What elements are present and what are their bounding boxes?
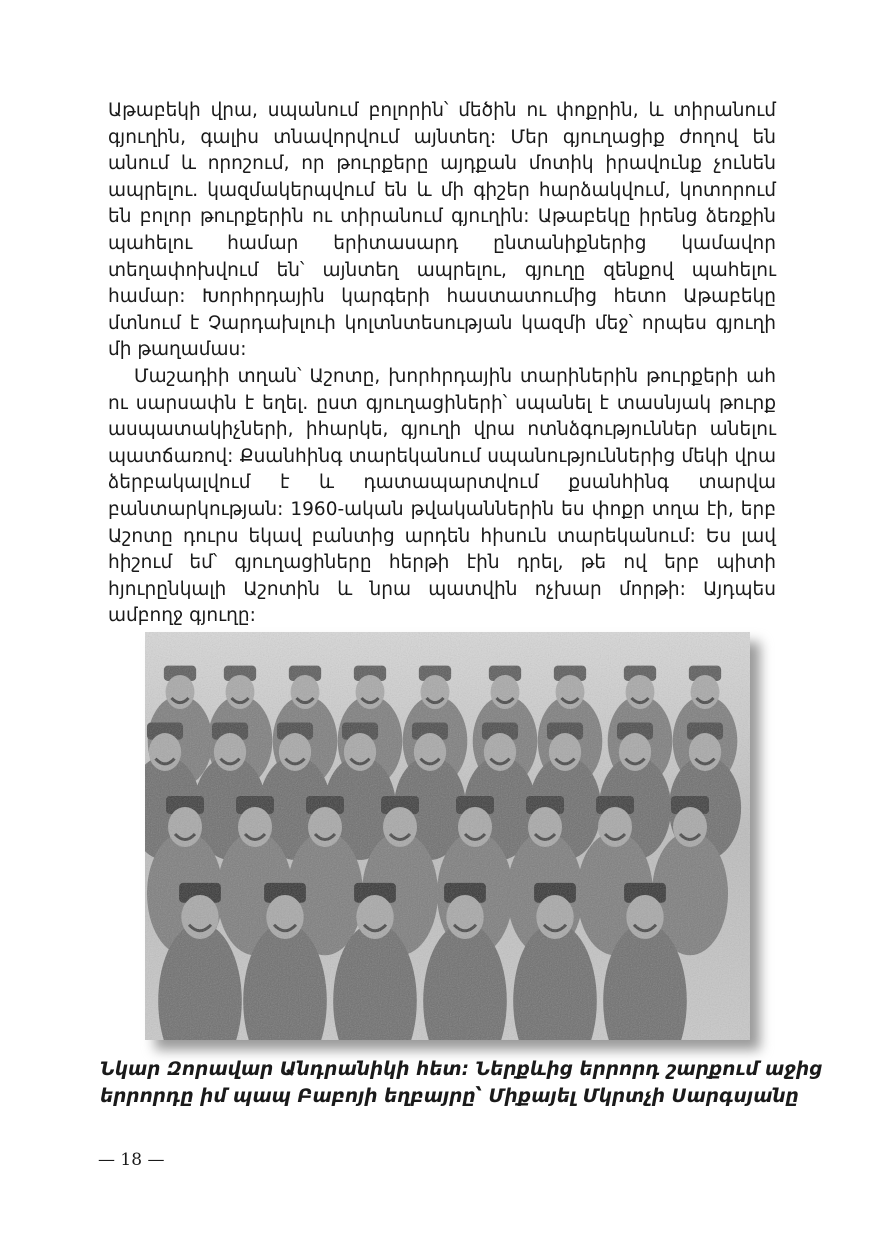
caption-line-1: Նկար Զորավար Անդրանիկի հետ: Ներքևից երրորդ շարքում աջից bbox=[100, 1059, 823, 1080]
caption-line-2: երրորդը իմ պապ Բաբոյի եղբայրը՝ Միքայել Մկրտչի Սարգսյանը bbox=[100, 1086, 799, 1107]
body-text bbox=[108, 98, 776, 630]
paragraph-2: Մաշադիի տղան՝ Աշոտը, խորհրդային տարիներին թուրքերի ահ ու սարսափն է եղել. ըստ գյուղացիների՝ սպանել է տասնյակ թուրք ասպատակիչների, իհարկե, գյուղի վրա ոտնձգություններ անելու պատճառով: Քսանհինգ տարեկանում սպանություններից մեկի վրա ձերբակալվում է և դատապարտվում քսանհինգ տարվա բանտարկության: 1960-ական թվականներին ես փոքր տղա էի, երբ Աշոտը դուրս եկավ բանտից արդեն հիսուն տարեկանում: Ես լավ հիշում եմ՝ գյուղացիները հերթի էին դրել, թե ով երբ պիտի հյուրընկալի Աշոտին և նրա պատվին ոչխար մորթի: Այդպես ամբողջ գյուղը: bbox=[108, 365, 776, 627]
page-number: — 18 — bbox=[98, 1150, 165, 1170]
paragraph-1: Աթաբեկի վրա, սպանում բոլորին՝ մեծին ու փոքրին, և տիրանում գյուղին, գալիս տնավորվում այնտեղ: Մեր գյուղացիք ժողով են անում և որոշում, որ թուրքերը այդքան մոտիկ իրավունք չունեն ապրելու. կազմակերպվում են և մի գիշեր հարձակվում, կոտորում են բոլոր թուրքերին ու տիրանում գյուղին: Աթաբեկը իրենց ձեռքին պահելու համար երիտասարդ ընտանիքներից կամավոր տեղափոխվում են՝ այնտեղ ապրելու, գյուղը զենքով պահելու համար: Խորհրդային կարգերի հաստատումից հետո Աթաբեկը մտնում է Չարդախլուի կոլտնտեսության կազմի մեջ՝ որպես գյուղի մի թաղամաս: bbox=[108, 100, 776, 361]
photo-caption bbox=[100, 1056, 823, 1110]
photo-illustration bbox=[145, 632, 750, 1040]
group-photograph bbox=[145, 632, 750, 1040]
photo-frame bbox=[145, 632, 750, 1040]
